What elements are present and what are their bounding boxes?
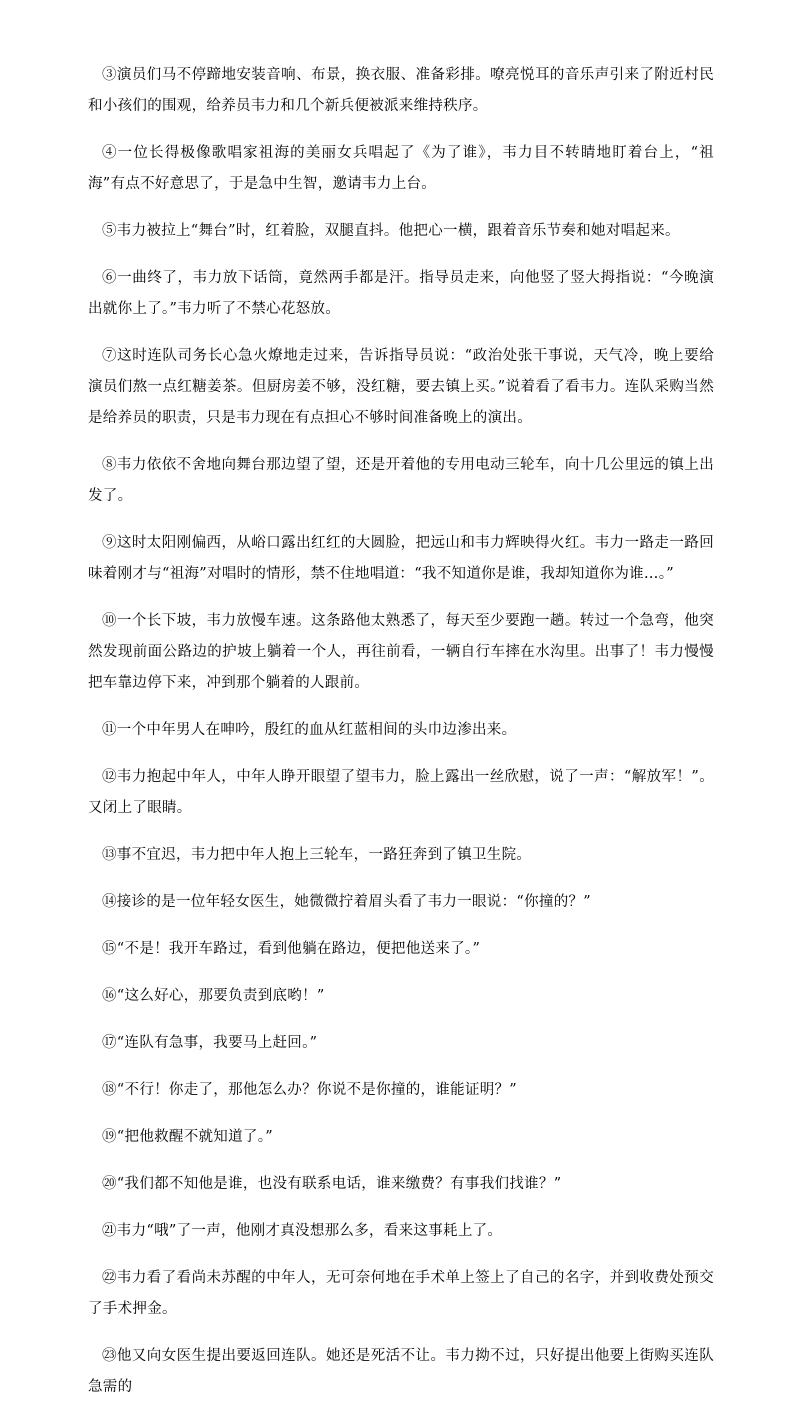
paragraph-19: ⑲“把他救醒不就知道了。” xyxy=(102,1129,273,1145)
paragraph-15: ⑮“不是！我开车路过，看到他躺在路边，便把他送来了。” xyxy=(102,941,481,957)
paragraph-4: ④一位长得极像歌唱家祖海的美丽女兵唱起了《为了谁》，韦力目不转睛地盯着台上，“祖海”有点不好意思了，于是急中生智，邀请韦力上台。 xyxy=(88,145,714,192)
paragraph-20: ⑳“我们都不知他是谁，也没有联系电话，谁来缴费？有事我们找谁？” xyxy=(102,1176,562,1192)
paragraph-17: ⑰“连队有急事，我要马上赶回。” xyxy=(102,1035,318,1051)
paragraph-8: ⑧韦力依依不舍地向舞台那边望了望，还是开着他的专用电动三轮车，向十几公里远的镇上出发了。 xyxy=(88,457,714,504)
paragraph-10: ⑩一个长下坡，韦力放慢车速。这条路他太熟悉了，每天至少要跑一趟。转过一个急弯，他突然发现前面公路边的护坡上躺着一个人，再往前看，一辆自行车摔在水沟里。出事了！韦力慢慢把车靠边停下来，冲到那个躺着的人跟前。 xyxy=(88,613,714,691)
paragraph-5: ⑤韦力被拉上“舞台”时，红着脸，双腿直抖。他把心一横，跟着音乐节奏和她对唱起来。 xyxy=(102,223,680,239)
paragraph-9: ⑨这时太阳刚偏西，从峪口露出红红的大圆脸，把远山和韦力辉映得火红。韦力一路走一路回味着刚才与“祖海”对唱时的情形，禁不住地唱道：“我不知道你是谁，我却知道你为谁…。” xyxy=(88,535,714,582)
paragraph-7: ⑦这时连队司务长心急火燎地走过来，告诉指导员说：“政治处张干事说，天气冷，晚上要给演员们熬一点红糖姜茶。但厨房姜不够，没红糖，要去镇上买。”说着看了看韦力。连队采购当然是给养员的职责，只是韦力现在有点担心不够时间准备晚上的演出。 xyxy=(88,348,714,426)
paragraph-3: ③演员们马不停蹄地安装音响、布景，换衣服、准备彩排。嘹亮悦耳的音乐声引来了附近村民和小孩们的围观，给养员韦力和几个新兵便被派来维持秩序。 xyxy=(88,67,714,114)
paragraph-11: ⑪一个中年男人在呻吟，殷红的血从红蓝相间的头巾边渗出来。 xyxy=(102,722,517,738)
paragraph-21: ㉑韦力“哦”了一声，他刚才真没想那么多，看来这事耗上了。 xyxy=(102,1223,503,1239)
paragraph-16: ⑯“这么好心，那要负责到底哟！” xyxy=(102,988,325,1004)
paragraph-6: ⑥一曲终了，韦力放下话筒，竟然两手都是汗。指导员走来，向他竖了竖大拇指说：“今晚演出就你上了。”韦力听了不禁心花怒放。 xyxy=(88,270,714,317)
paragraph-22: ㉒韦力看了看尚未苏醒的中年人，无可奈何地在手术单上签上了自己的名字，并到收费处预交了手术押金。 xyxy=(88,1270,714,1317)
paragraph-23: ㉓他又向女医生提出要返回连队。她还是死活不让。韦力拗不过，只好提出他要上街购买连队急需的 xyxy=(88,1348,714,1395)
paragraph-18: ⑱“不行！你走了，那他怎么办？你说不是你撞的，谁能证明？” xyxy=(102,1082,518,1098)
paragraph-12: ⑫韦力抱起中年人，中年人睁开眼望了望韦力，脸上露出一丝欣慰，说了一声：“解放军！”。又闭上了眼睛。 xyxy=(88,769,714,816)
paragraph-14: ⑭接诊的是一位年轻女医生，她微微拧着眉头看了韦力一眼说：“你撞的？” xyxy=(102,894,592,910)
paragraph-13: ⑬事不宜迟，韦力把中年人抱上三轮车，一路狂奔到了镇卫生院。 xyxy=(102,847,532,863)
